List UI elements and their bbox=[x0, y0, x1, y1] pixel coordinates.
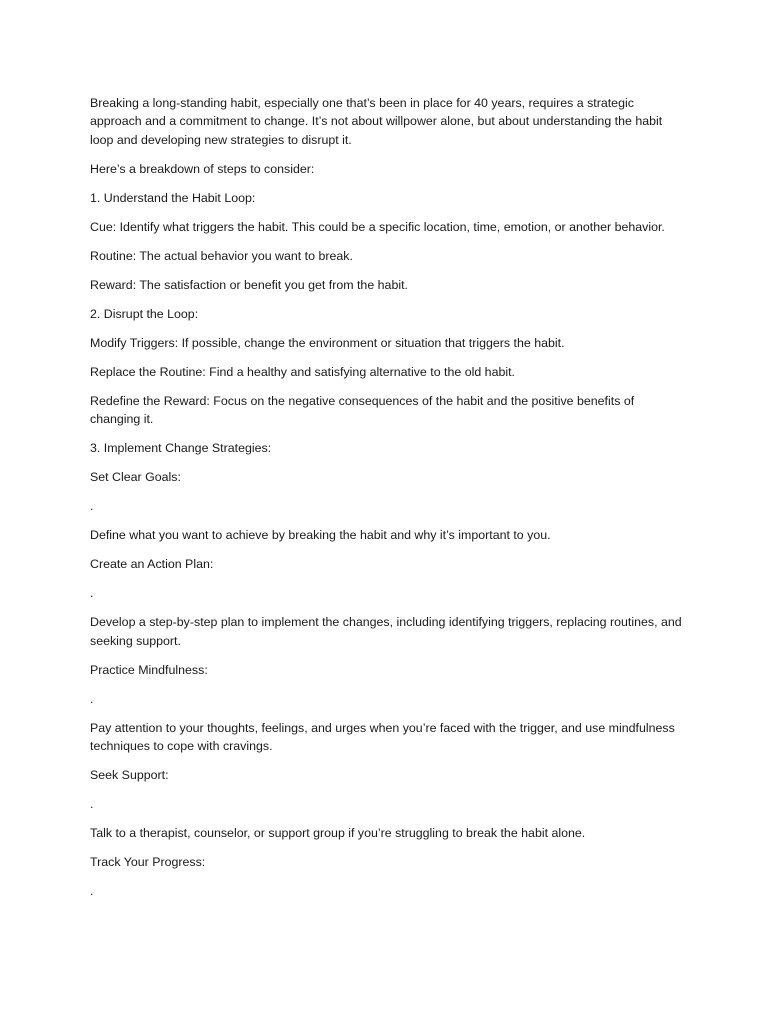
progress-heading: Track Your Progress: bbox=[90, 855, 206, 870]
action-plan-paragraph: Develop a step-by-step plan to implement the changes, including identifying triggers, replacing routines, and seeking support. bbox=[90, 615, 682, 648]
mindfulness-paragraph: Pay attention to your thoughts, feelings, and urges when you’re faced with the trigger, and use mindfulness techniques to cope with cravings. bbox=[90, 720, 675, 754]
set-goals-paragraph: Define what you want to achieve by breaking the habit and why it’s important to you. bbox=[90, 528, 551, 543]
dot-separator: . bbox=[90, 499, 94, 514]
reward-paragraph: Reward: The satisfaction or benefit you get from the habit. bbox=[90, 277, 408, 292]
breakdown-intro: Here’s a breakdown of steps to consider: bbox=[90, 161, 315, 176]
section-heading-strategies: 3. Implement Change Strategies: bbox=[90, 441, 272, 456]
replace-routine-paragraph: Replace the Routine: Find a healthy and satisfying alternative to the old habit. bbox=[90, 364, 515, 379]
support-paragraph: Talk to a therapist, counselor, or support group if you’re struggling to break the habit alone. bbox=[90, 826, 586, 841]
dot-separator: . bbox=[90, 797, 94, 812]
section-heading-disrupt: 2. Disrupt the Loop: bbox=[90, 306, 199, 321]
redefine-reward-paragraph: Redefine the Reward: Focus on the negative consequences of the habit and the positive benefits of changing it. bbox=[90, 393, 635, 427]
dot-separator: . bbox=[90, 691, 94, 706]
cue-paragraph: Cue: Identify what triggers the habit. This could be a specific location, time, emotion, or another behavior. bbox=[90, 219, 665, 234]
set-goals-heading: Set Clear Goals: bbox=[90, 470, 181, 485]
section-heading-habit-loop: 1. Understand the Habit Loop: bbox=[90, 190, 256, 205]
dot-separator: . bbox=[90, 586, 94, 601]
support-heading: Seek Support: bbox=[90, 768, 169, 783]
document-body bbox=[90, 94, 682, 911]
action-plan-heading: Create an Action Plan: bbox=[90, 557, 214, 572]
dot-separator: . bbox=[90, 884, 94, 899]
routine-paragraph: Routine: The actual behavior you want to break. bbox=[90, 248, 353, 263]
mindfulness-heading: Practice Mindfulness: bbox=[90, 662, 208, 677]
intro-paragraph: Breaking a long-standing habit, especially one that’s been in place for 40 years, requires a strategic approach and a commitment to change. It’s not about willpower alone, but about understanding the habit loop and developing new strategies to disrupt it. bbox=[90, 96, 663, 147]
modify-triggers-paragraph: Modify Triggers: If possible, change the environment or situation that triggers the habit. bbox=[90, 335, 565, 350]
